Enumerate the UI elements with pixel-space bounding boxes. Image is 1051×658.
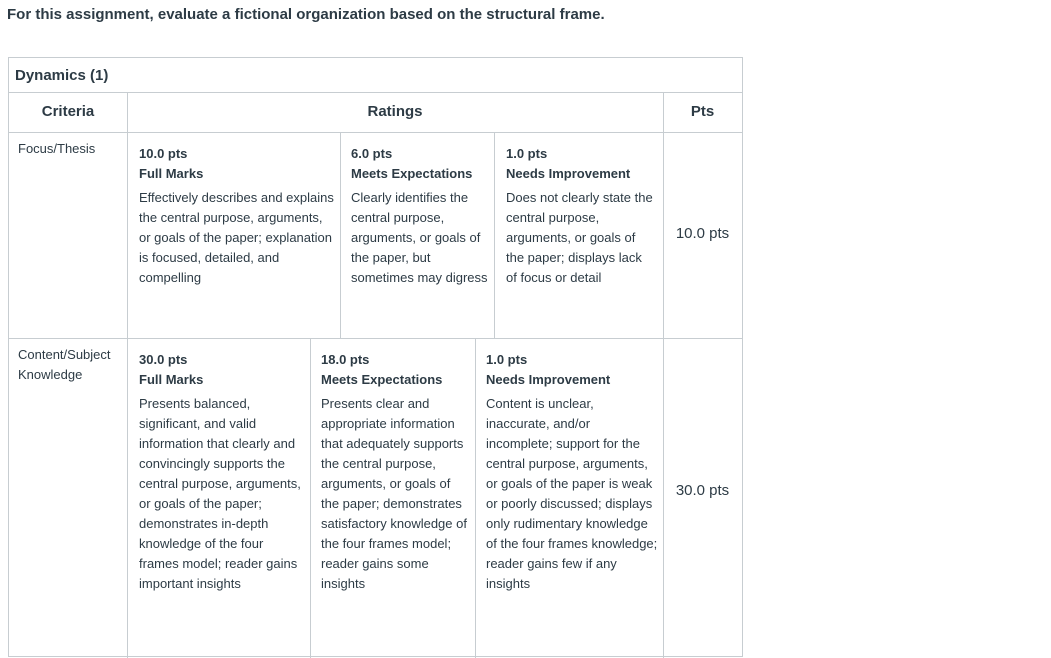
rating-divider [475, 338, 476, 658]
row-divider [9, 338, 742, 339]
pts-column-divider [663, 93, 664, 658]
rubric-table [8, 57, 743, 657]
header-divider [9, 132, 742, 133]
rating-description: Content is unclear, inaccurate, and/or incomplete; support for the central purpose, arguments, or goals of the paper is weak or poorly discussed; displays only rudimentary knowledge of the four frames knowledge; reader gains few if any insights [486, 396, 658, 591]
rating-meets-expectations[interactable] [351, 144, 491, 288]
rating-points: 30.0 pts [139, 352, 188, 367]
rating-divider [494, 132, 495, 338]
rating-full-marks[interactable] [139, 144, 335, 288]
rating-label: Meets Expectations [321, 372, 443, 387]
rating-description: Effectively describes and explains the central purpose, arguments, or goals of the paper; explanation is focused, detailed, and compelling [139, 190, 334, 285]
criterion-content-knowledge: Content/Subject Knowledge [18, 347, 111, 382]
criterion-points: 10.0 pts [675, 225, 730, 242]
rating-points: 18.0 pts [321, 352, 370, 367]
rating-description: Presents balanced, significant, and valid information that clearly and convincingly supports the central purpose, arguments, or goals of the paper; demonstrates in-depth knowledge of the four frames model; reader gains important insights [139, 396, 301, 591]
rating-description: Does not clearly state the central purpose, arguments, or goals of the paper; displays lack of focus or detail [506, 190, 653, 285]
rating-label: Meets Expectations [351, 166, 473, 181]
pts-header: Pts [690, 103, 715, 120]
rating-label: Full Marks [139, 166, 204, 181]
rating-full-marks[interactable] [139, 350, 305, 594]
rating-label: Needs Improvement [506, 166, 631, 181]
criterion-points: 30.0 pts [675, 482, 730, 499]
rating-label: Needs Improvement [486, 372, 611, 387]
rating-divider [310, 338, 311, 658]
rating-divider [340, 132, 341, 338]
rubric-title: Dynamics (1) [9, 58, 742, 93]
rating-description: Presents clear and appropriate information that adequately supports the central purpose, arguments, or goals of the paper; demonstrates satisfactory knowledge of the four frames model; reader gains some insights [321, 396, 467, 591]
criteria-column-divider [127, 93, 128, 658]
rating-points: 6.0 pts [351, 146, 393, 161]
rating-needs-improvement[interactable] [486, 350, 658, 594]
rating-description: Clearly identifies the central purpose, arguments, or goals of the paper, but sometimes may digress [351, 190, 488, 285]
rating-points: 10.0 pts [139, 146, 188, 161]
assignment-description: For this assignment, evaluate a fictional organization based on the structural frame. [7, 6, 605, 23]
rating-meets-expectations[interactable] [321, 350, 471, 594]
criteria-header: Criteria [41, 103, 95, 120]
rating-points: 1.0 pts [506, 146, 548, 161]
rating-needs-improvement[interactable] [506, 144, 656, 288]
ratings-header: Ratings [367, 103, 423, 120]
rating-label: Full Marks [139, 372, 204, 387]
rating-points: 1.0 pts [486, 352, 528, 367]
criterion-focus-thesis: Focus/Thesis [18, 141, 96, 156]
